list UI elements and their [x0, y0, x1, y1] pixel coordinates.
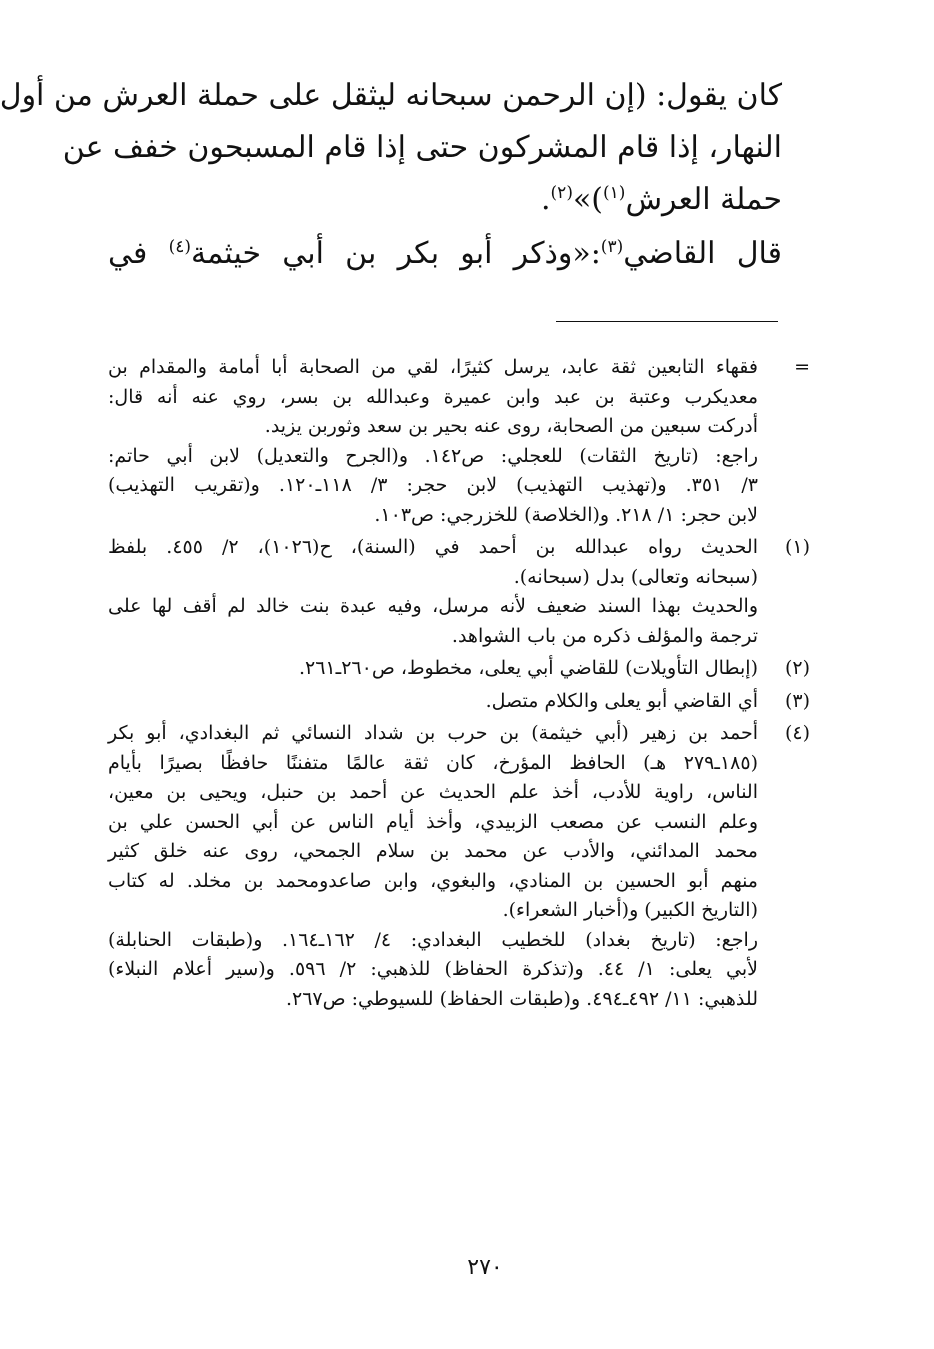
footnote-line: ترجمة والمؤلف ذكره من باب الشواهد. — [451, 624, 758, 647]
main-text — [0, 70, 782, 280]
footnote-line: للذهبي: ١١/ ٤٩٢ـ٤٩٤. و(طبقات الحفاظ) للسيوطي: ص٢٦٧. — [285, 987, 758, 1010]
footnote-line: (إبطال التأويلات) للقاضي أبي يعلى، مخطوط، ص٢٦٠ـ٢٦١. — [298, 657, 758, 679]
footnote-line: والحديث بهذا السند ضعيف لأنه مرسل، وفيه عبدة بنت خالد لم أقف لها على — [108, 595, 758, 617]
footnote-line: (التاريخ الكبير) و(أخبار الشعراء). — [502, 899, 758, 921]
footnote-line: وعلم النسب عن مصعب الزبيدي، وأخذ أيام الناس عن أبي الحسن علي بن — [108, 810, 758, 833]
footnote-number: (٤) — [784, 722, 810, 744]
footnote-line: لأبي يعلى: ١/ ٤٤. و(تذكرة الحفاظ) للذهبي: ٢/ ٥٩٦. و(سير أعلام النبلاء) — [108, 958, 758, 980]
main-text-segment: حملة العرش — [625, 182, 782, 217]
footnote-line: فقهاء التابعين ثقة عابد، يرسل كثيرًا، لقي من الصحابة أبا أمامة والمقدام بن — [108, 356, 758, 378]
footnote-number: (٣) — [784, 689, 810, 712]
footnote-number: (١) — [784, 536, 810, 558]
footnote-ref-1[interactable]: (١) — [603, 183, 626, 203]
main-text-segment: قال القاضي — [623, 236, 782, 271]
footnote-ref-2[interactable]: (٢) — [550, 183, 573, 203]
page-number: ٢٧٠ — [467, 1255, 503, 1280]
footnote-1 — [108, 533, 810, 651]
footnotes — [108, 353, 810, 1014]
footnote-line: الناس، راوية للأدب، أخذ علم الحديث عن أحمد بن حنبل، ويحيى بن معين، — [108, 781, 758, 803]
footnote-3 — [108, 687, 810, 717]
footnote-line: أي القاضي أبو يعلى والكلام متصل. — [485, 689, 758, 712]
main-text-segment: )» — [572, 182, 604, 217]
main-text-segment: في — [108, 236, 169, 271]
footnote-line: لابن حجر: ١/ ٢١٨. و(الخلاصة) للخزرجي: ص١٠٣. — [374, 503, 758, 526]
footnote-4 — [108, 719, 810, 1014]
footnote-line: الحديث رواه عبدالله بن أحمد في (السنة)، ح(١٠٢٦)، ٢/ ٤٥٥. بلفظ — [108, 536, 758, 558]
footnote-line: راجع: (تاريخ الثقات) للعجلي: ص١٤٢. و(الجرح والتعديل) لابن أبي حاتم: — [108, 444, 758, 467]
footnote-2 — [108, 654, 810, 684]
main-text-line: كان يقول: (إن الرحمن سبحانه ليثقل على حملة العرش من أول — [0, 78, 782, 113]
footnote-continuation — [108, 353, 810, 530]
continuation-marker: = — [794, 356, 810, 378]
footnote-line: محمد المدائني، والأدب عن محمد بن سلام الجمحي، روى عنه خلق كثير — [108, 840, 758, 862]
footnote-separator — [556, 321, 778, 322]
footnote-line: ٣/ ٣٥١. و(تهذيب التهذيب) لابن حجر: ٣/ ١١٨ـ١٢٠. و(تقريب التهذيب) — [108, 474, 758, 496]
main-text-line — [108, 174, 782, 226]
main-text-line — [108, 228, 782, 280]
footnote-ref-4[interactable]: (٤) — [168, 237, 191, 257]
footnote-line: (١٨٥ـ٢٧٩ هـ) الحافظ المؤرخ، كان ثقة عالمًا متفننًا حافظًا بصيرًا بأيام — [108, 751, 758, 774]
footnote-line: أحمد بن زهير (أبي خيثمة) بن حرب بن شداد النسائي ثم البغدادي، أبو بكر — [108, 722, 758, 744]
main-text-segment: :«وذكر أبو بكر بن أبي خيثمة — [190, 236, 601, 271]
footnote-line: معديكرب وعتبة بن عبد وابن عميرة وعبدالله بن بسر، روي عنه أنه قال: — [108, 385, 758, 408]
main-text-line: النهار، إذا قام المشركون حتى إذا قام المسبحون خفف عن — [62, 130, 782, 165]
footnote-line: أدركت سبعين من الصحابة، روى عنه بحير بن سعد وثوربن يزيد. — [264, 415, 758, 437]
footnote-number: (٢) — [784, 657, 810, 679]
main-text-segment: . — [540, 182, 551, 217]
footnote-ref-3[interactable]: (٣) — [600, 237, 624, 257]
footnote-line: منهم أبو الحسين بن المنادي، والبغوي، وابن صاعدومحمد بن مخلد. له كتاب — [108, 869, 758, 892]
footnote-line: راجع: (تاريخ بغداد) للخطيب البغدادي: ٤/ ١٦٢ـ١٦٤. و(طبقات الحنابلة) — [108, 928, 758, 951]
footnote-line: (سبحانه وتعالى) بدل (سبحانه). — [513, 565, 758, 588]
